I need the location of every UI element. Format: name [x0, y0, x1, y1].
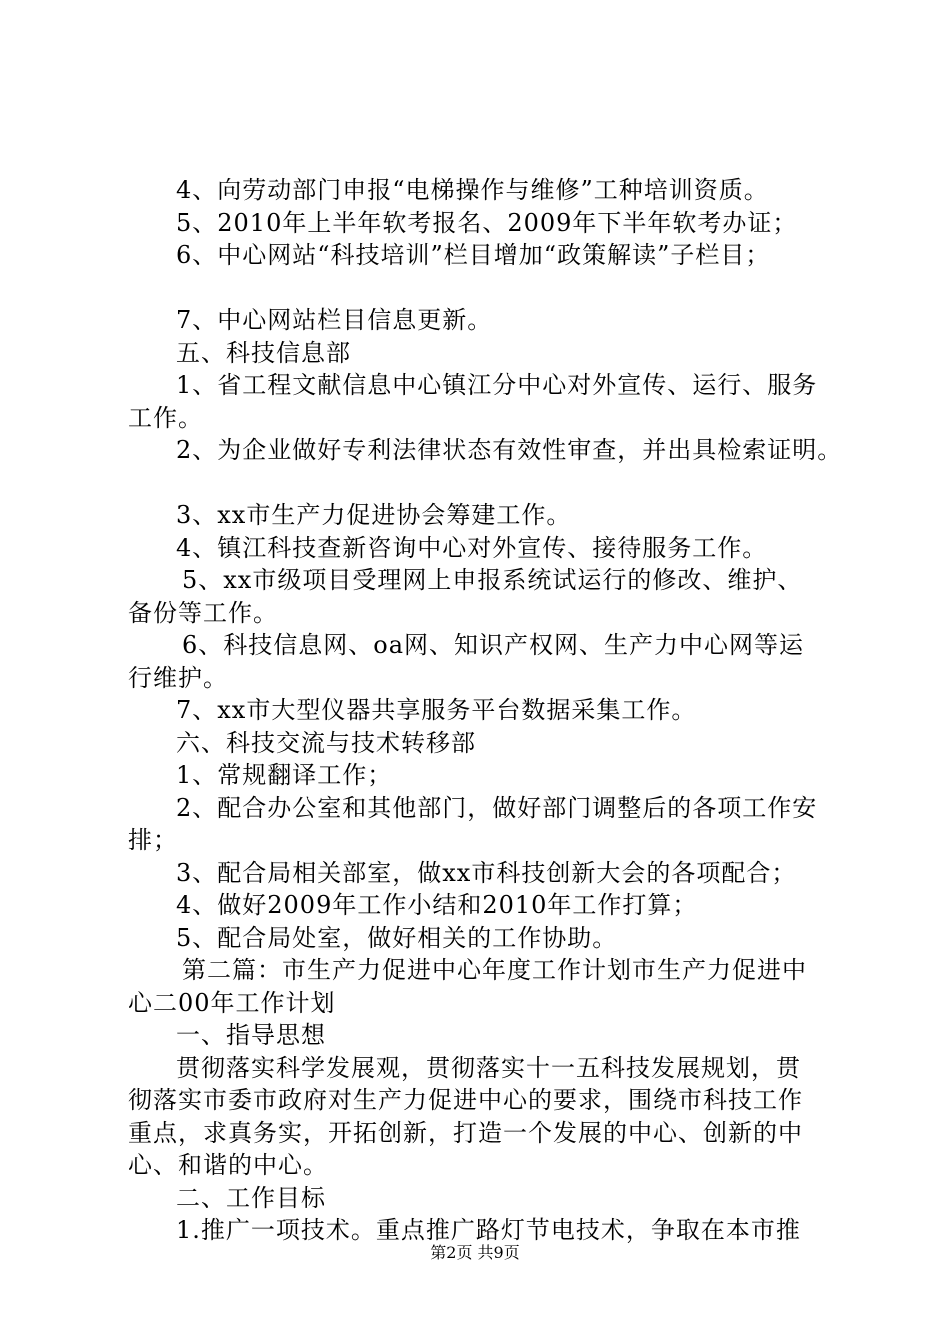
text-line: 备份等工作。: [128, 598, 278, 627]
text-line: 5、配合局处室，做好相关的工作协助。: [176, 923, 618, 952]
text-line: 4、镇江科技查新咨询中心对外宣传、接待服务工作。: [176, 533, 768, 562]
text-line: 心、和谐的中心。: [128, 1151, 328, 1179]
text-line: 1.推广一项技术。重点推广路灯节电技术，争取在本市推: [176, 1216, 801, 1244]
text-line: 行维护。: [128, 663, 228, 692]
section-heading: 二、工作目标: [176, 1183, 326, 1212]
text-line: 2、为企业做好专利法律状态有效性审查，并出具检索证明。: [176, 436, 843, 464]
text-line: 6、中心网站“科技培训”栏目增加“政策解读”子栏目；: [176, 241, 771, 269]
text-line: 排；: [128, 826, 178, 854]
text-line: 6、科技信息网、oa网、知识产权网、生产力中心网等运: [182, 631, 805, 659]
chapter-title: 心二00年工作计划: [128, 988, 336, 1017]
blank-line: [128, 272, 840, 305]
chapter-title: 第二篇：市生产力促进中心年度工作计划市生产力促进中: [182, 956, 807, 984]
text-line: 重点，求真务实，开拓创新，打造一个发展的中心、创新的中: [128, 1118, 803, 1147]
text-line: 7、中心网站栏目信息更新。: [176, 306, 493, 334]
text-line: 4、向劳动部门申报“电梯操作与维修”工种培训资质。: [176, 176, 769, 204]
text-line: 2、配合办公室和其他部门，做好部门调整后的各项工作安: [176, 793, 818, 822]
text-line: 3、xx市生产力促进协会筹建工作。: [176, 501, 572, 529]
text-line: 1、省工程文献信息中心镇江分中心对外宣传、运行、服务: [176, 371, 818, 399]
text-line: 4、做好2009年工作小结和2010年工作打算；: [176, 891, 698, 919]
text-line: 1、常规翻译工作；: [176, 761, 393, 789]
section-heading: 一、指导思想: [176, 1021, 326, 1049]
text-line: 5、2010年上半年软考报名、2009年下半年软考办证；: [176, 208, 798, 237]
section-heading: 六、科技交流与技术转移部: [176, 728, 476, 757]
text-line: 工作。: [128, 403, 203, 432]
document-body: [128, 174, 843, 1247]
text-line: 3、配合局相关部室，做xx市科技创新大会的各项配合；: [176, 858, 797, 887]
text-line: 7、xx市大型仪器共享服务平台数据采集工作。: [176, 696, 697, 724]
blank-line: [128, 467, 840, 500]
section-heading: 五、科技信息部: [176, 338, 351, 367]
text-line: 5、xx市级项目受理网上申报系统试运行的修改、维护、: [182, 566, 803, 594]
page-footer: 第2页 共9页: [430, 1243, 520, 1262]
text-line: 彻落实市委市政府对生产力促进中心的要求，围绕市科技工作: [128, 1086, 803, 1114]
text-line: 贯彻落实科学发展观，贯彻落实十一五科技发展规划，贯: [176, 1053, 801, 1082]
